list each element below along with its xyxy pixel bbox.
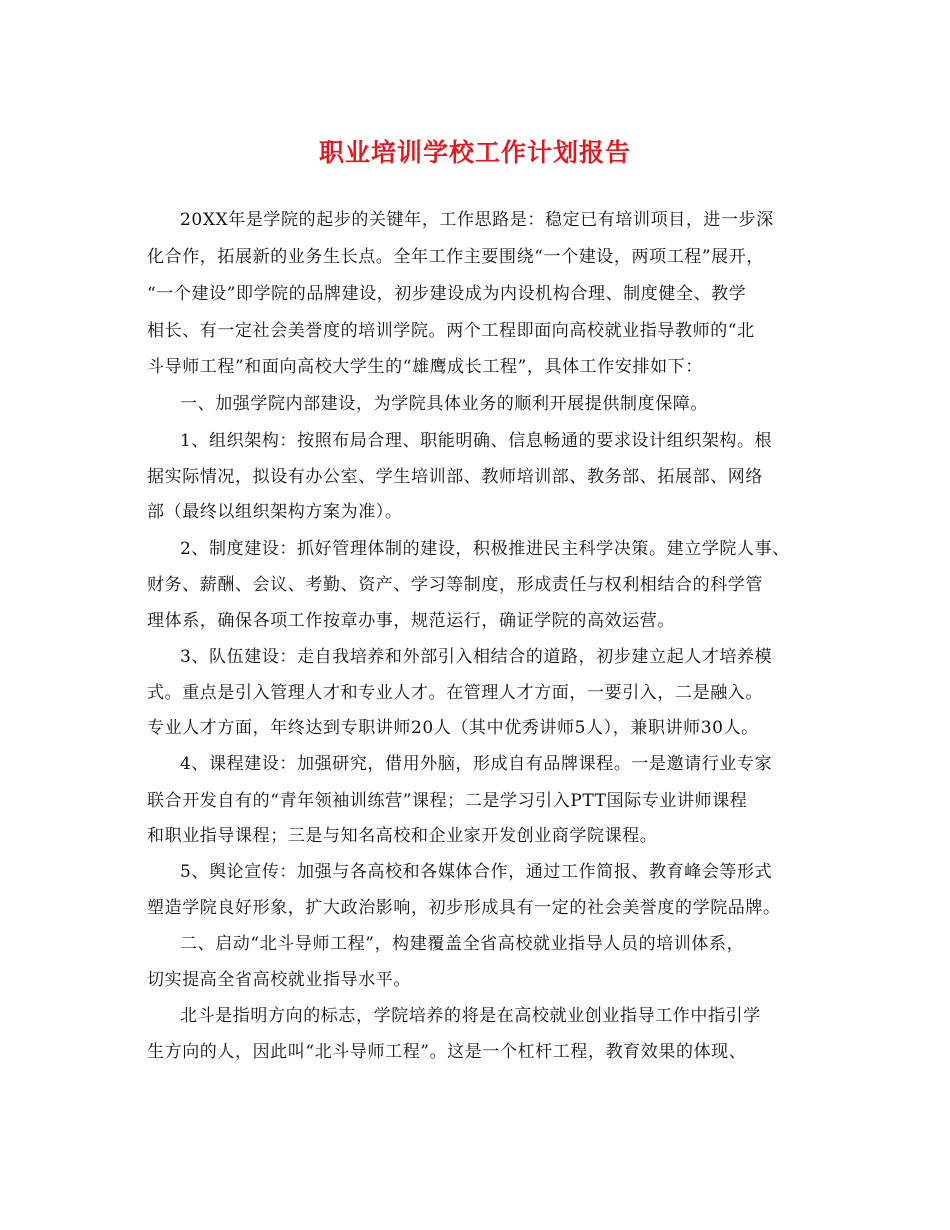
paragraph-line: 据实际情况，拟设有办公室、学生培训部、教师培训部、教务部、拓展部、网络 <box>147 467 763 487</box>
paragraph-line: 2、制度建设：抓好管理体制的建设，积极推进民主科学决策。建立学院人事、 <box>180 539 790 559</box>
paragraph-line: 生方向的人，因此叫“北斗导师工程”。这是一个杠杆工程，教育效果的体现、 <box>147 1042 747 1062</box>
section-heading: 二、启动“北斗导师工程”，构建覆盖全省高校就业指导人员的培训体系， <box>180 934 745 954</box>
paragraph-line: 1、组织架构：按照布局合理、职能明确、信息畅通的要求设计组织架构。根 <box>180 431 773 451</box>
paragraph-line: “一个建设”即学院的品牌建设，初步建设成为内设机构合理、制度健全、教学 <box>147 284 747 304</box>
paragraph-line: 专业人才方面，年终达到专职讲师20人（其中优秀讲师5人），兼职讲师30人。 <box>147 718 759 738</box>
paragraph-line: 北斗是指明方向的标志，学院培养的将是在高校就业创业指导工作中指引学 <box>180 1006 761 1026</box>
paragraph-line: 化合作，拓展新的业务生长点。全年工作主要围绕“一个建设，两项工程”展开， <box>147 247 764 267</box>
paragraph-line: 4、课程建设：加强研究，借用外脑，形成自有品牌课程。一是邀请行业专家 <box>180 754 773 774</box>
section-heading: 一、加强学院内部建设，为学院具体业务的顺利开展提供制度保障。 <box>180 394 708 414</box>
paragraph-line: 相长、有一定社会美誉度的培训学院。两个工程即面向高校就业指导教师的“北 <box>147 321 755 341</box>
paragraph-line: 塑造学院良好形象，扩大政治影响，初步形成具有一定的社会美誉度的学院品牌。 <box>147 898 781 918</box>
paragraph-line: 3、队伍建设：走自我培养和外部引入相结合的道路，初步建立起人才培养模 <box>180 647 773 667</box>
document-title: 职业培训学校工作计划报告 <box>318 138 631 167</box>
section-heading: 切实提高全省高校就业指导水平。 <box>147 970 411 990</box>
paragraph-line: 5、舆论宣传：加强与各高校和各媒体合作，通过工作简报、教育峰会等形式 <box>180 862 773 882</box>
paragraph-line: 部（最终以组织架构方案为准）。 <box>147 502 403 522</box>
paragraph-line: 式。重点是引入管理人才和专业人才。在管理人才方面，一要引入，二是融入。 <box>147 683 763 703</box>
paragraph-line: 20XX年是学院的起步的关键年，工作思路是：稳定已有培训项目，进一步深 <box>180 210 774 230</box>
paragraph-line: 和职业指导课程；三是与知名高校和企业家开发创业商学院课程。 <box>147 826 658 846</box>
paragraph-line: 联合开发自有的“青年领袖训练营”课程；二是学习引入PTT国际专业讲师课程 <box>147 791 748 811</box>
paragraph-line: 理体系，确保各项工作按章办事，规范运行，确证学院的高效运营。 <box>147 611 675 631</box>
paragraph-line: 斗导师工程”和面向高校大学生的“雄鹰成长工程”，具体工作安排如下： <box>147 357 703 377</box>
paragraph-line: 财务、薪酬、会议、考勤、资产、学习等制度，形成责任与权利相结合的科学管 <box>147 575 763 595</box>
